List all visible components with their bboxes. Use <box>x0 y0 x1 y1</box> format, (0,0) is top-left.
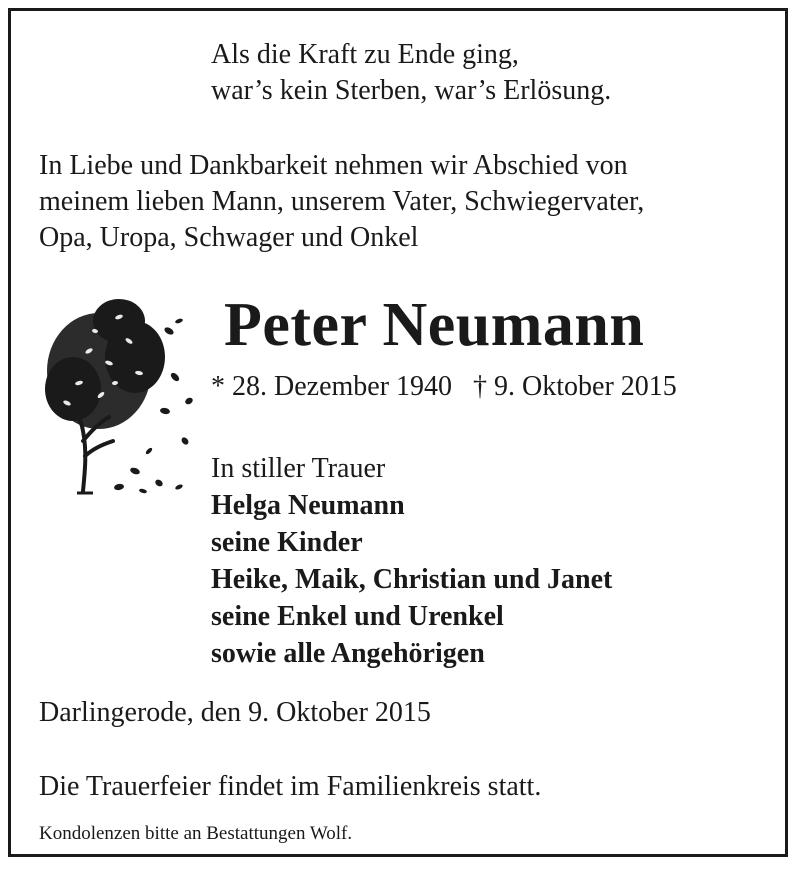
obituary-card <box>8 8 788 857</box>
tree-with-falling-leaves-icon <box>39 291 199 501</box>
intro-line-3: Opa, Uropa, Schwager und Onkel <box>39 222 419 253</box>
mourner-line: seine Enkel und Urenkel <box>211 601 504 632</box>
mourner-line: seine Kinder <box>211 527 363 558</box>
mourner-line: sowie alle Angehörigen <box>211 638 485 669</box>
intro-line-1: In Liebe und Dankbarkeit nehmen wir Abschied von <box>39 150 628 181</box>
deceased-name: Peter Neumann <box>224 291 645 359</box>
verse-line-2: war’s kein Sterben, war’s Erlösung. <box>211 75 612 106</box>
funeral-note: Die Trauerfeier findet im Familienkreis statt. <box>39 771 542 802</box>
life-dates: * 28. Dezember 1940 † 9. Oktober 2015 <box>211 371 677 402</box>
intro-line-2: meinem lieben Mann, unserem Vater, Schwiegervater, <box>39 186 645 217</box>
verse-line-1: Als die Kraft zu Ende ging, <box>211 39 519 70</box>
mourners-heading: In stiller Trauer <box>211 453 386 484</box>
mourner-line: Heike, Maik, Christian und Janet <box>211 564 613 595</box>
place-date: Darlingerode, den 9. Oktober 2015 <box>39 697 431 728</box>
condolence-note: Kondolenzen bitte an Bestattungen Wolf. <box>39 823 353 844</box>
mourner-line: Helga Neumann <box>211 490 405 521</box>
